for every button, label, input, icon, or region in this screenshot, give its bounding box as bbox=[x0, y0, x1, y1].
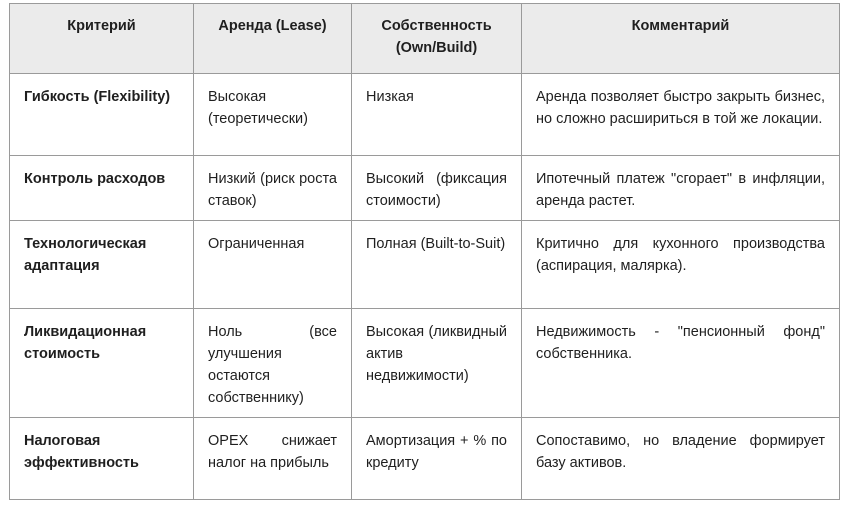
own-cell: Высокий (фиксация стоимости) bbox=[352, 156, 522, 221]
own-cell: Амортизация + % по кредиту bbox=[352, 418, 522, 500]
lease-cell: Ограниченная bbox=[194, 221, 352, 309]
criterion-cell: Ликвидационная стоимость bbox=[10, 309, 194, 418]
table-body bbox=[10, 74, 840, 500]
comment-cell: Недвижимость - "пенсионный фонд" собственника. bbox=[522, 309, 840, 418]
comment-cell: Ипотечный платеж "сгорает" в инфляции, аренда растет. bbox=[522, 156, 840, 221]
comment-cell: Аренда позволяет быстро закрыть бизнес, но сложно расшириться в той же локации. bbox=[522, 74, 840, 156]
lease-cell: OPEX снижает налог на прибыль bbox=[194, 418, 352, 500]
header-lease: Аренда (Lease) bbox=[194, 4, 352, 74]
criterion-cell: Налоговая эффективность bbox=[10, 418, 194, 500]
lease-cell: Ноль (все улучшения остаются собственнику) bbox=[194, 309, 352, 418]
header-criterion: Критерий bbox=[10, 4, 194, 74]
own-cell: Высокая (ликвидный актив недвижимости) bbox=[352, 309, 522, 418]
header-comment: Комментарий bbox=[522, 4, 840, 74]
table-row bbox=[10, 74, 840, 156]
criterion-cell: Контроль расходов bbox=[10, 156, 194, 221]
lease-cell: Высокая (теоретически) bbox=[194, 74, 352, 156]
own-cell: Низкая bbox=[352, 74, 522, 156]
comment-cell: Критично для кухонного производства (аспирация, малярка). bbox=[522, 221, 840, 309]
header-row bbox=[10, 4, 840, 74]
table-row bbox=[10, 156, 840, 221]
table-row bbox=[10, 418, 840, 500]
table-header bbox=[10, 4, 840, 74]
lease-cell: Низкий (риск роста ставок) bbox=[194, 156, 352, 221]
header-own: Собственность (Own/Build) bbox=[352, 4, 522, 74]
comparison-table bbox=[9, 3, 840, 500]
table-row bbox=[10, 221, 840, 309]
own-cell: Полная (Built-to-Suit) bbox=[352, 221, 522, 309]
table-row bbox=[10, 309, 840, 418]
criterion-cell: Технологическая адаптация bbox=[10, 221, 194, 309]
comment-cell: Сопоставимо, но владение формирует базу активов. bbox=[522, 418, 840, 500]
criterion-cell: Гибкость (Flexibility) bbox=[10, 74, 194, 156]
